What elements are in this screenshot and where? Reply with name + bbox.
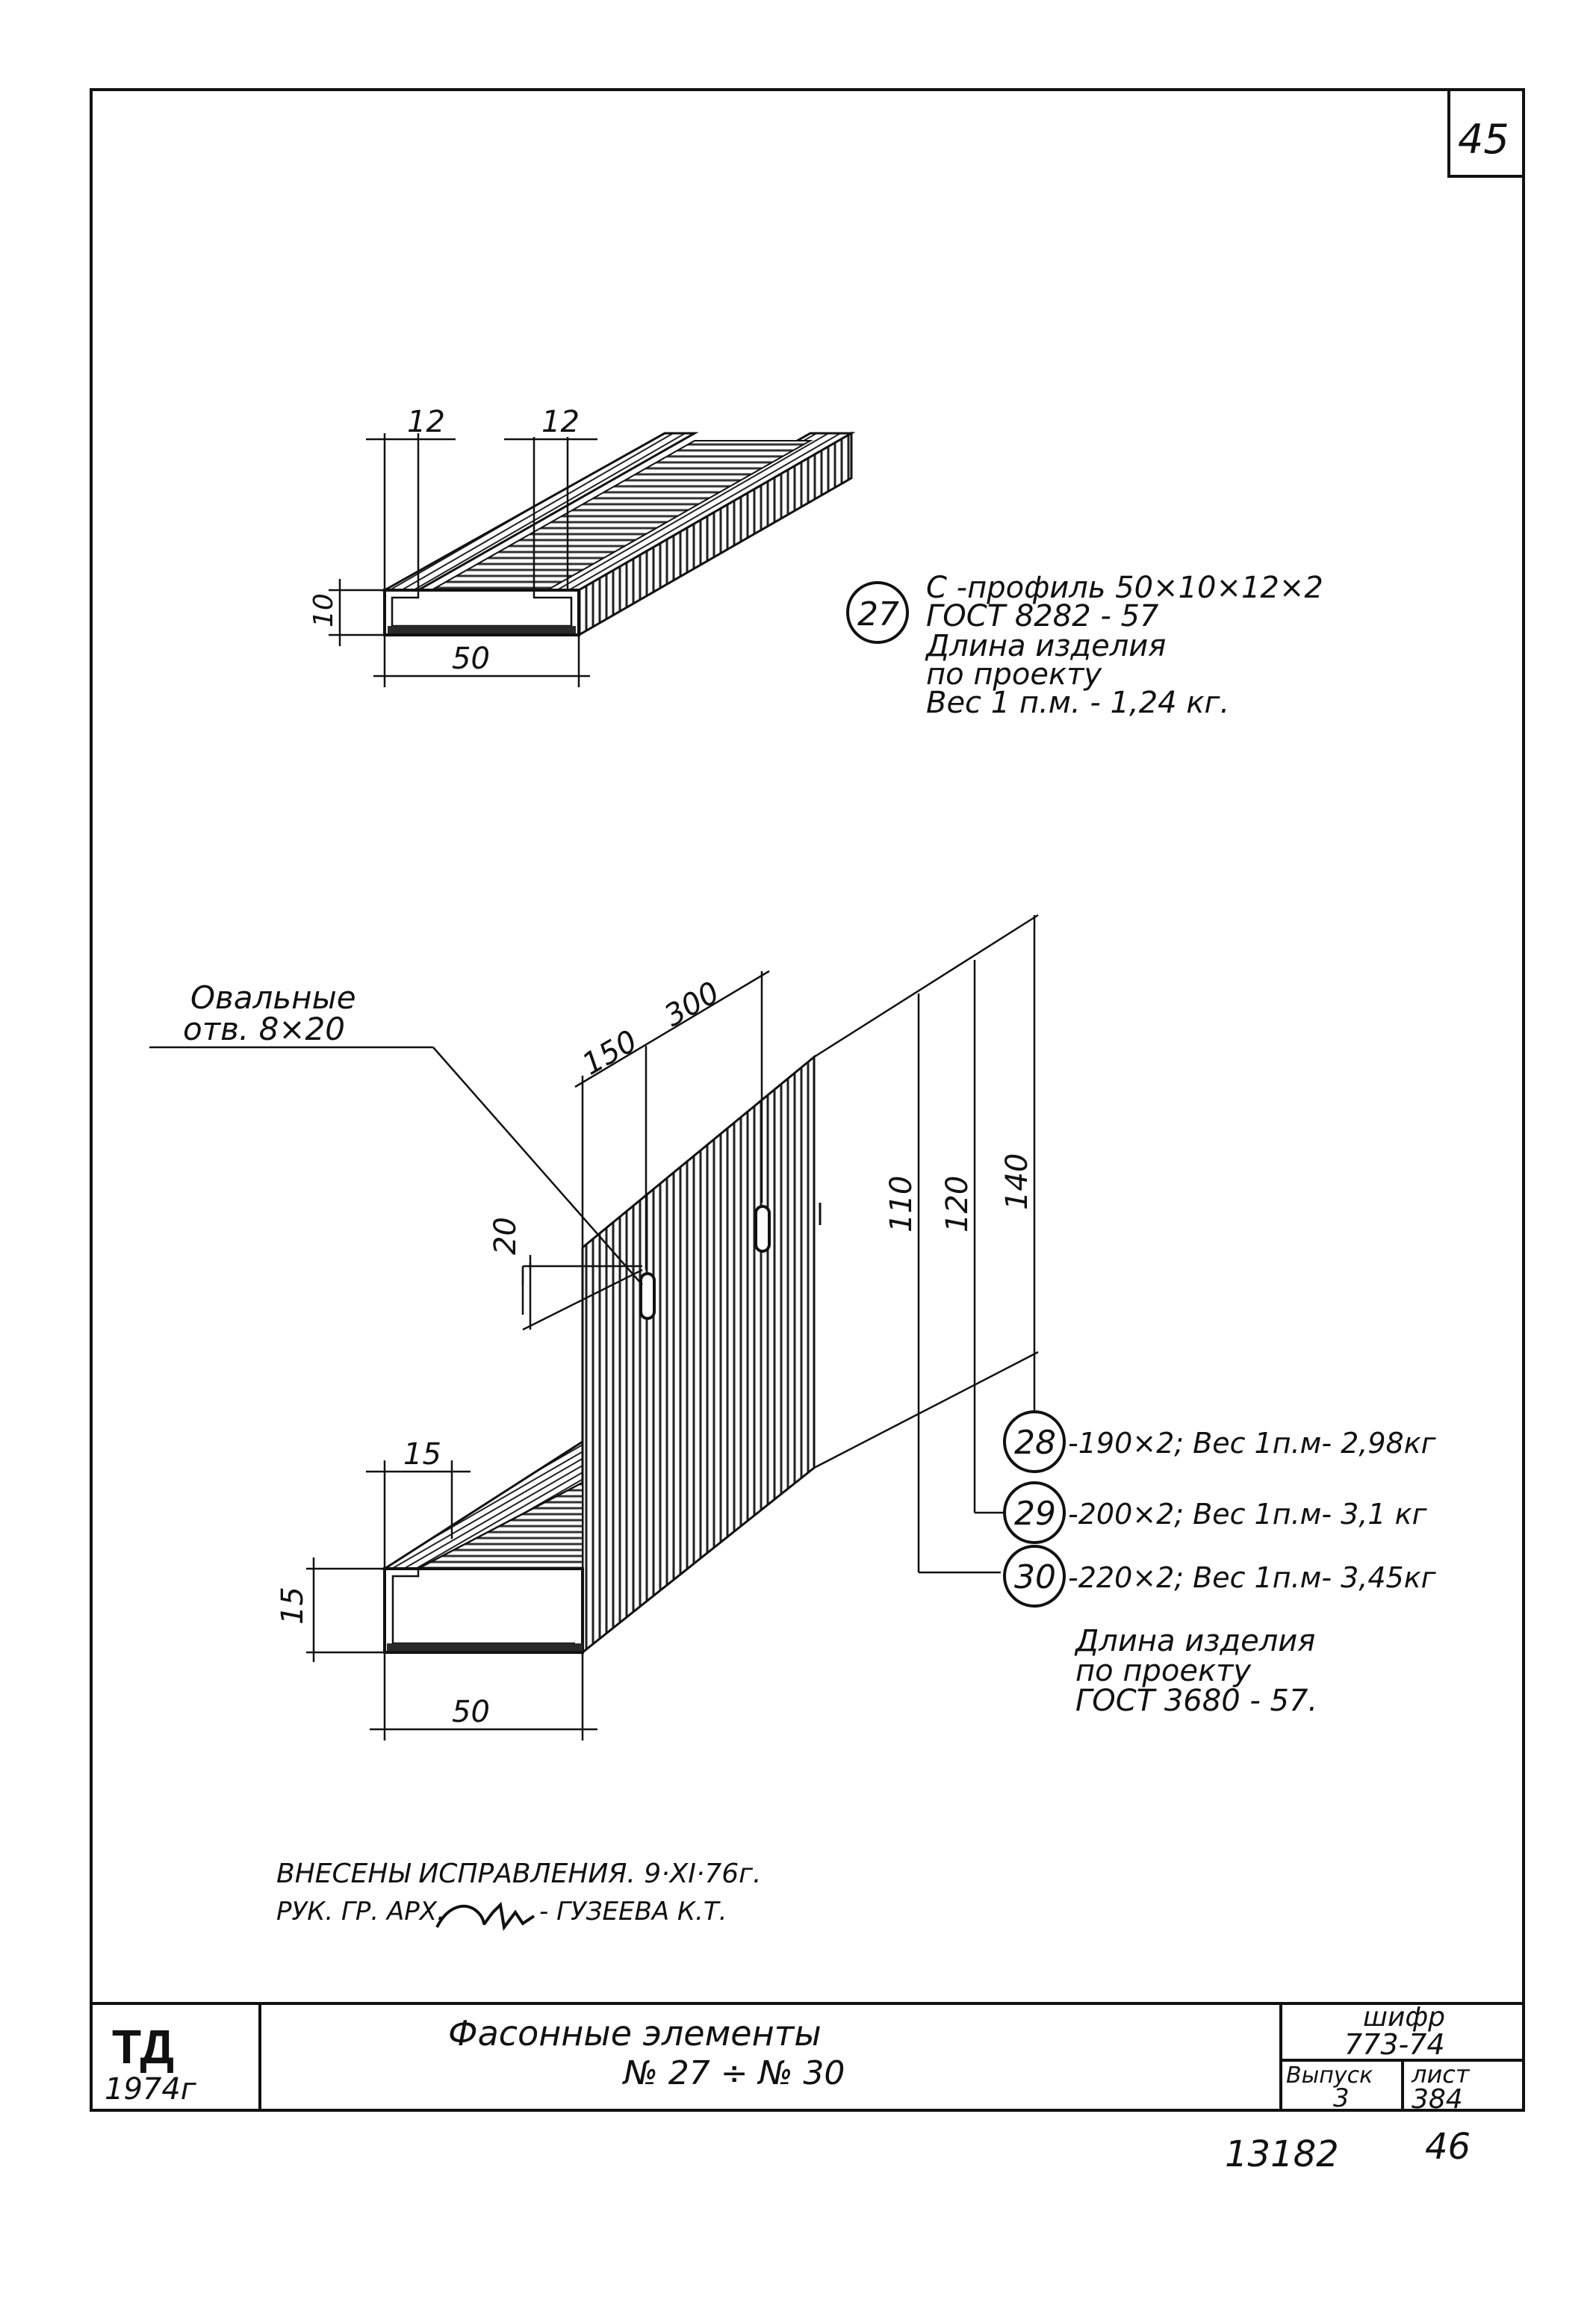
item-28-30-note-line-3: ГОСТ 3680 - 57. [1075,1684,1318,1718]
item-27-number: 27 [857,595,899,633]
title-block [91,2002,1524,2115]
callouts-28-30 [1005,1412,1437,1718]
dim-50: 50 [452,1695,490,1729]
item-28-30-note-line-2: по проекту [1075,1654,1252,1688]
revision-note [276,1859,762,1927]
callout-30-text: -220×2; Вес 1п.м- 3,45кг [1068,1561,1436,1594]
corner-number: 45 [1458,116,1509,163]
revision-line-1: ВНЕСЕНЫ ИСПРАВЛЕНИЯ. 9·XI·76г. [276,1859,762,1889]
sheet-label: лист [1412,2060,1470,2089]
item-28-30-note-line-1: Длина изделия [1075,1624,1316,1658]
sheet-value: 384 [1412,2084,1463,2115]
item-27-note-line-1: С -профиль 50×10×12×2 [926,571,1323,605]
year: 1974г [105,2072,196,2107]
dim-27-width: 50 [452,642,490,676]
issue-label: Выпуск [1286,2062,1373,2089]
dim-15-height: 15 [276,1587,310,1625]
bottom-number-right: 46 [1425,2126,1471,2168]
revision-name: - ГУЗЕЕВА К.Т. [539,1897,727,1927]
corner-number-box [1449,90,1524,176]
item-27-note-line-4: по проекту [926,657,1102,692]
callout-28-text: -190×2; Вес 1п.м- 2,98кг [1068,1427,1436,1460]
dim-300: 300 [659,975,726,1034]
callout-29-number: 29 [1014,1495,1056,1533]
callout-28-number: 28 [1014,1424,1056,1462]
issue-value: 3 [1333,2083,1350,2113]
dim-15-width: 15 [403,1437,441,1472]
oval-holes-label-line-2: отв. 8×20 [183,1011,345,1047]
dim-27-height: 10 [308,593,339,627]
item-27-note [848,571,1323,720]
signature [437,1905,534,1927]
revision-line-2: РУК. ГР. АРХ. [276,1897,445,1927]
org-mark: ТД [112,2020,175,2074]
oval-holes-label-line-1: Овальные [190,979,356,1016]
bent-plate-drawing [149,915,1038,1741]
item-27-note-line-3: Длина изделия [926,629,1167,663]
title-line-2: № 27 ÷ № 30 [624,2054,845,2092]
dim-120: 120 [940,1175,975,1233]
title-line-1: Фасонные элементы [448,2013,822,2054]
dim-27-flange-right: 12 [541,405,580,439]
bottom-number-left: 13182 [1225,2133,1339,2175]
cipher-label: шифр [1363,2002,1445,2033]
dim-140: 140 [1000,1153,1034,1210]
dim-27-flange-left: 12 [407,405,445,439]
item-27-note-line-2: ГОСТ 8282 - 57 [926,599,1159,633]
item-27-note-line-5: Вес 1 п.м. - 1,24 кг. [926,686,1230,720]
dim-20: 20 [488,1217,523,1255]
callout-30-number: 30 [1014,1558,1056,1596]
c-profile-drawing [308,405,851,687]
callout-29-text: -200×2; Вес 1п.м- 3,1 кг [1068,1498,1427,1531]
dim-150: 150 [577,1023,644,1082]
dim-110: 110 [884,1175,919,1233]
cipher-value: 773-74 [1344,2028,1445,2061]
